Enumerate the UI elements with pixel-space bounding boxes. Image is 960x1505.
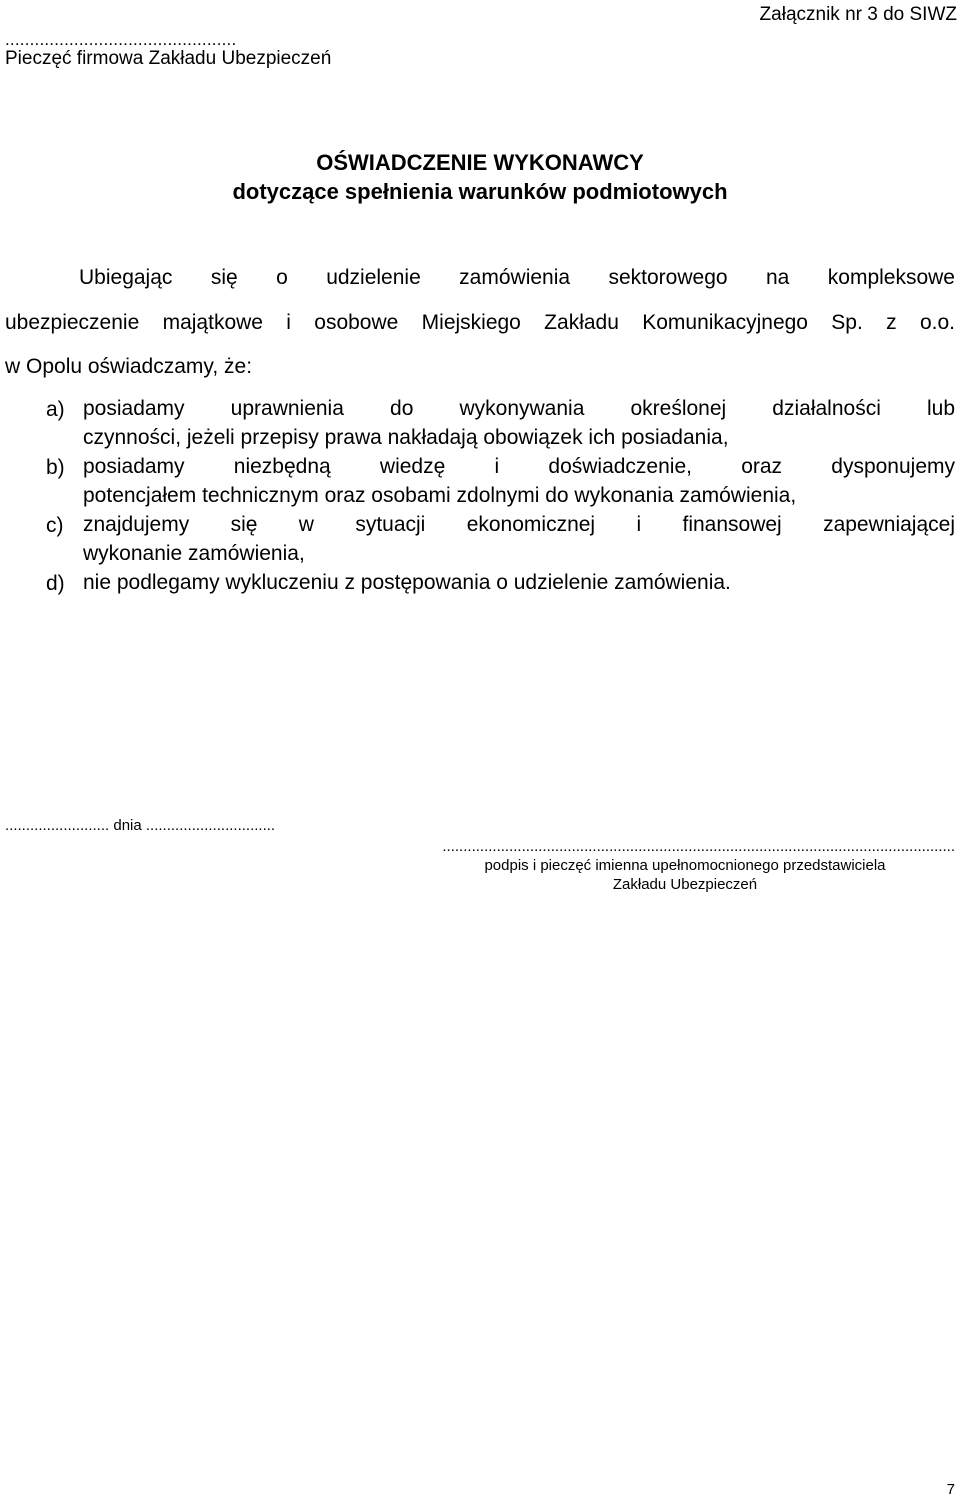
document-subtitle: dotyczące spełnienia warunków podmiotowych xyxy=(232,179,728,204)
list-item-b xyxy=(83,452,955,510)
list-item-a xyxy=(83,394,955,452)
list-item-marker-a: a) xyxy=(46,398,65,421)
list-item-marker-d: d) xyxy=(46,572,65,595)
list-item-a-line-2: czynności, jeżeli przepisy prawa nakładają obowiązek ich posiadania, xyxy=(83,426,729,449)
list-item-b-line-2: potencjałem technicznym oraz osobami zdolnymi do wykonania zamówienia, xyxy=(83,484,797,507)
list-item-d xyxy=(83,568,955,597)
list-item-c-line-1: znajdujemy się w sytuacji ekonomicznej i finansowej zapewniającej xyxy=(83,513,955,536)
intro-line-1: Ubiegając się o udzielenie zamówienia sektorowego na kompleksowe xyxy=(79,266,955,289)
list-item-c xyxy=(83,510,955,568)
list-item-marker-b: b) xyxy=(46,456,65,479)
document-title: OŚWIADCZENIE WYKONAWCY xyxy=(316,150,644,175)
stamp-label: Pieczęć firmowa Zakładu Ubezpieczeń xyxy=(5,48,332,69)
signature-label-company: Zakładu Ubezpieczeń xyxy=(612,876,758,893)
intro-line-2: ubezpieczenie majątkowe i osobowe Miejskiego Zakładu Komunikacyjnego Sp. z o.o. xyxy=(5,311,955,334)
date-placeholder: ......................... dnia ............................... xyxy=(5,817,276,834)
stamp-placeholder-dots: ............................................... xyxy=(5,30,237,49)
list-item-c-line-2: wykonanie zamówienia, xyxy=(83,542,305,565)
list-item-a-line-1: posiadamy uprawnienia do wykonywania określonej działalności lub xyxy=(83,397,955,420)
list-item-marker-c: c) xyxy=(46,514,64,537)
attachment-label: Załącznik nr 3 do SIWZ xyxy=(759,4,957,25)
list-item-b-line-1: posiadamy niezbędną wiedzę i doświadczenie, oraz dysponujemy xyxy=(83,455,955,478)
list-item-d-line-1: nie podlegamy wykluczeniu z postępowania o udzielenie zamówienia. xyxy=(83,571,731,594)
intro-line-3: w Opolu oświadczamy, że: xyxy=(5,355,253,378)
page-number: 7 xyxy=(946,1481,955,1498)
signature-placeholder-dots: ........................................................................................................................... xyxy=(442,838,955,855)
signature-label: podpis i pieczęć imienna upełnomocnionego przedstawiciela xyxy=(484,857,886,874)
